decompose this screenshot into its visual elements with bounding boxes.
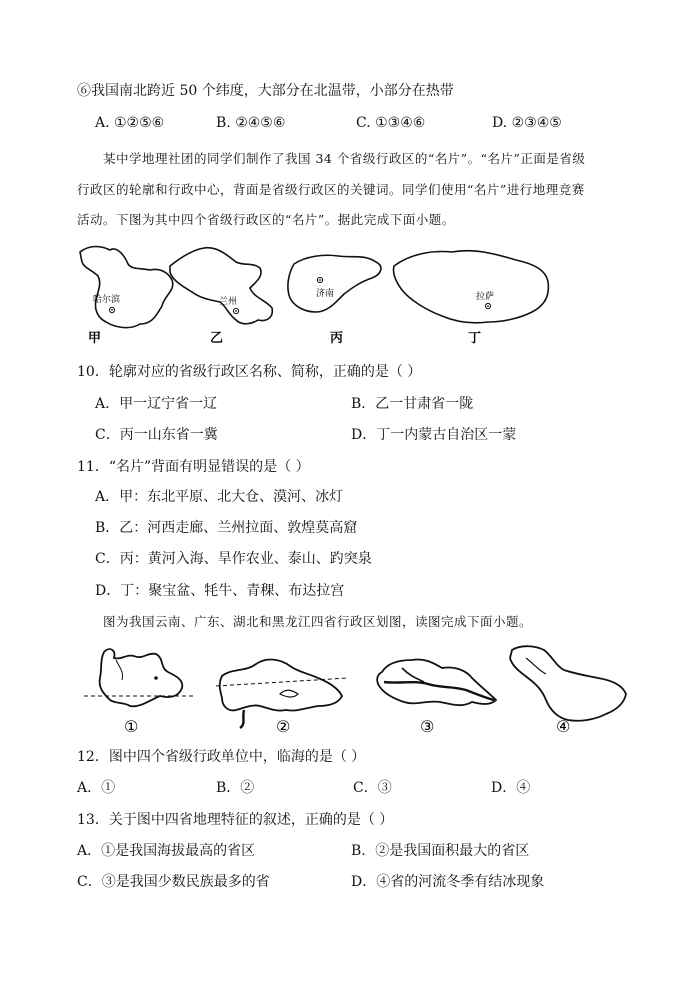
province-map-figure-2 <box>76 638 636 738</box>
map-number-1: ① <box>124 717 139 736</box>
outline-letter-ding: 丁 <box>468 331 482 346</box>
q9-option-c[interactable]: C. ①③④⑥ <box>356 115 426 131</box>
q10-option-b[interactable]: B．乙一甘肃省一陇 <box>351 396 474 412</box>
q13-option-a[interactable]: A．①是我国海拔最高的省区 <box>77 843 256 859</box>
outline-heilongjiang-2 <box>510 646 626 721</box>
outline-heilongjiang <box>80 247 173 328</box>
q13-option-b[interactable]: B．②是我国面积最大的省区 <box>351 843 530 859</box>
q11-option-d[interactable]: D．丁：聚宝盆、牦牛、青稞、布达拉宫 <box>95 583 345 599</box>
q12-stem: 12．图中四个省级行政单位中，临海的是（ ） <box>77 749 366 765</box>
city-label-harbin: 哈尔滨 <box>93 295 121 305</box>
q9-option-a[interactable]: A. ①②⑤⑥ <box>95 115 165 131</box>
q9-option-b[interactable]: B. ②④⑤⑥ <box>216 115 286 131</box>
q11-option-b[interactable]: B．乙：河西走廊、兰州拉面、敦煌莫高窟 <box>95 520 358 536</box>
city-label-jinan: 济南 <box>316 289 335 299</box>
q10-option-c[interactable]: C．丙一山东省一冀 <box>95 427 218 443</box>
q10-option-a[interactable]: A．甲一辽宁省一辽 <box>95 396 218 412</box>
outline-letter-jia: 甲 <box>88 331 102 346</box>
q11-option-c[interactable]: C．丙：黄河入海、旱作农业、泰山、趵突泉 <box>95 551 372 567</box>
q13-option-c[interactable]: C．③是我国少数民族最多的省 <box>77 874 270 890</box>
q9-statement-6: ⑥我国南北跨近 50 个纬度，大部分在北温带，小部分在热带 <box>77 83 454 99</box>
q9-option-d[interactable]: D. ②③④⑤ <box>492 115 562 131</box>
outline-hubei <box>377 659 496 705</box>
q13-stem: 13．关于图中四省地理特征的叙述，正确的是（ ） <box>77 812 394 828</box>
outline-tibet <box>393 251 548 323</box>
q12-option-d[interactable]: D．④ <box>491 780 531 796</box>
outline-letter-bing: 丙 <box>330 331 344 346</box>
map-number-3: ③ <box>420 717 435 736</box>
map-number-4: ④ <box>556 717 571 736</box>
intro-paragraph-line-3: 活动。下图为其中四个省级行政区的“名片”。据此完成下面小题。 <box>77 212 455 227</box>
intro-paragraph-line-1: 某中学地理社团的同学们制作了我国 34 个省级行政区的“名片”。“名片”正面是省级 <box>103 151 586 166</box>
city-label-lanzhou: 兰州 <box>219 297 238 307</box>
city-label-lhasa: 拉萨 <box>476 292 495 302</box>
outline-yunnan <box>84 649 196 706</box>
q13-option-d[interactable]: D．④省的河流冬季有结冰现象 <box>351 874 545 890</box>
outline-gansu <box>170 248 272 324</box>
intro-paragraph-line-2: 行政区的轮廓和行政中心，背面是省级行政区的关键词。同学们使用“名片”进行地理竞赛 <box>77 182 585 197</box>
map-number-2: ② <box>276 717 291 736</box>
outline-shandong <box>288 255 381 312</box>
q10-stem: 10．轮廓对应的省级行政区名称、简称，正确的是（ ） <box>77 364 422 380</box>
q12-option-c[interactable]: C．③ <box>353 780 392 796</box>
q11-option-a[interactable]: A．甲：东北平原、北大仓、漠河、冰灯 <box>95 489 344 505</box>
province-outline-figure <box>76 240 636 350</box>
outline-letter-yi: 乙 <box>210 331 224 346</box>
q11-stem: 11．“名片”背面有明显错误的是（ ） <box>77 459 310 475</box>
q12-option-b[interactable]: B．② <box>216 780 255 796</box>
q10-option-d[interactable]: D．丁一内蒙古自治区一蒙 <box>351 427 517 443</box>
intro-paragraph-2: 图为我国云南、广东、湖北和黑龙江四省行政区划图，读图完成下面小题。 <box>103 614 533 629</box>
q12-option-a[interactable]: A．① <box>77 780 116 796</box>
